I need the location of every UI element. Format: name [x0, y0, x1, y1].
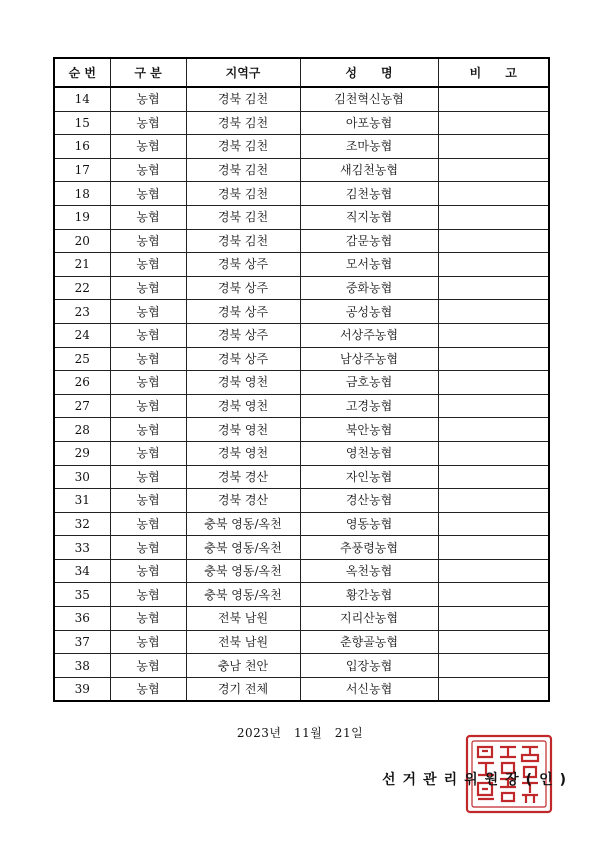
cell-region: 경북 김천 — [186, 87, 300, 111]
table-header-row — [54, 58, 549, 87]
table-row — [54, 253, 549, 277]
signer-title: 선거관리위원장(인) — [382, 772, 573, 788]
cell-number: 34 — [54, 559, 110, 583]
table-row — [54, 583, 549, 607]
cell-note — [438, 607, 549, 631]
header-type: 구 분 — [110, 58, 186, 87]
cell-region: 경북 김천 — [186, 229, 300, 253]
cell-type: 농협 — [110, 229, 186, 253]
cell-number: 28 — [54, 418, 110, 442]
cell-type: 농협 — [110, 654, 186, 678]
cell-region: 충남 천안 — [186, 654, 300, 678]
cell-note — [438, 323, 549, 347]
table-row — [54, 323, 549, 347]
cell-name: 조마농협 — [300, 135, 438, 159]
table-row — [54, 418, 549, 442]
cell-number: 32 — [54, 512, 110, 536]
cell-name: 새김천농협 — [300, 158, 438, 182]
cell-note — [438, 441, 549, 465]
cell-region: 경북 영천 — [186, 418, 300, 442]
cell-region: 경기 전체 — [186, 677, 300, 701]
table-row — [54, 182, 549, 206]
table-body — [54, 87, 549, 701]
table-row — [54, 536, 549, 560]
cell-note — [438, 489, 549, 513]
table-row — [54, 512, 549, 536]
cell-region: 경북 김천 — [186, 135, 300, 159]
cell-note — [438, 205, 549, 229]
cell-number: 36 — [54, 607, 110, 631]
cell-region: 전북 남원 — [186, 607, 300, 631]
cell-type: 농협 — [110, 87, 186, 111]
cell-name: 공성농협 — [300, 300, 438, 324]
cell-region: 충북 영동/옥천 — [186, 559, 300, 583]
table-row — [54, 654, 549, 678]
cell-note — [438, 229, 549, 253]
table-row — [54, 87, 549, 111]
cell-name: 남상주농협 — [300, 347, 438, 371]
roster-table — [53, 57, 550, 702]
cell-name: 옥천농협 — [300, 559, 438, 583]
cell-type: 농협 — [110, 347, 186, 371]
cell-number: 15 — [54, 111, 110, 135]
cell-note — [438, 465, 549, 489]
cell-name: 북안농협 — [300, 418, 438, 442]
cell-region: 경북 상주 — [186, 276, 300, 300]
cell-region: 경북 영천 — [186, 371, 300, 395]
cell-name: 서상주농협 — [300, 323, 438, 347]
cell-note — [438, 677, 549, 701]
cell-number: 25 — [54, 347, 110, 371]
table-row — [54, 394, 549, 418]
cell-name: 춘향골농협 — [300, 630, 438, 654]
cell-note — [438, 135, 549, 159]
cell-name: 김천혁신농협 — [300, 87, 438, 111]
cell-note — [438, 87, 549, 111]
table-row — [54, 300, 549, 324]
cell-number: 18 — [54, 182, 110, 206]
cell-type: 농협 — [110, 371, 186, 395]
cell-note — [438, 111, 549, 135]
cell-number: 21 — [54, 253, 110, 277]
document-date: 2023년 11월 21일 — [236, 726, 364, 740]
cell-name: 서신농협 — [300, 677, 438, 701]
cell-note — [438, 347, 549, 371]
cell-type: 농협 — [110, 630, 186, 654]
header-number: 순 번 — [54, 58, 110, 87]
cell-name: 고경농협 — [300, 394, 438, 418]
cell-note — [438, 654, 549, 678]
table-row — [54, 677, 549, 701]
table-row — [54, 371, 549, 395]
cell-note — [438, 583, 549, 607]
cell-name: 경산농협 — [300, 489, 438, 513]
cell-type: 농협 — [110, 512, 186, 536]
cell-region: 경북 상주 — [186, 347, 300, 371]
cell-region: 경북 김천 — [186, 111, 300, 135]
cell-number: 22 — [54, 276, 110, 300]
cell-number: 24 — [54, 323, 110, 347]
cell-type: 농협 — [110, 418, 186, 442]
cell-region: 경북 김천 — [186, 182, 300, 206]
cell-type: 농협 — [110, 559, 186, 583]
cell-number: 17 — [54, 158, 110, 182]
cell-region: 충북 영동/옥천 — [186, 536, 300, 560]
cell-type: 농협 — [110, 441, 186, 465]
table-row — [54, 441, 549, 465]
cell-note — [438, 300, 549, 324]
cell-note — [438, 158, 549, 182]
cell-type: 농협 — [110, 205, 186, 229]
table-row — [54, 347, 549, 371]
cell-number: 29 — [54, 441, 110, 465]
cell-name: 입장농협 — [300, 654, 438, 678]
cell-type: 농협 — [110, 253, 186, 277]
cell-type: 농협 — [110, 489, 186, 513]
table-row — [54, 158, 549, 182]
cell-name: 김천농협 — [300, 182, 438, 206]
cell-region: 충북 영동/옥천 — [186, 512, 300, 536]
cell-number: 37 — [54, 630, 110, 654]
cell-region: 경북 상주 — [186, 253, 300, 277]
cell-number: 16 — [54, 135, 110, 159]
table-row — [54, 276, 549, 300]
cell-region: 경북 김천 — [186, 205, 300, 229]
cell-region: 충북 영동/옥천 — [186, 583, 300, 607]
cell-number: 27 — [54, 394, 110, 418]
cell-name: 영동농협 — [300, 512, 438, 536]
cell-type: 농협 — [110, 536, 186, 560]
cell-region: 경북 상주 — [186, 300, 300, 324]
cell-note — [438, 512, 549, 536]
table-row — [54, 465, 549, 489]
cell-number: 30 — [54, 465, 110, 489]
cell-note — [438, 536, 549, 560]
table-row — [54, 111, 549, 135]
cell-type: 농협 — [110, 394, 186, 418]
cell-type: 농협 — [110, 607, 186, 631]
cell-type: 농협 — [110, 583, 186, 607]
cell-note — [438, 630, 549, 654]
cell-name: 자인농협 — [300, 465, 438, 489]
cell-number: 23 — [54, 300, 110, 324]
cell-region: 경북 영천 — [186, 394, 300, 418]
cell-number: 31 — [54, 489, 110, 513]
cell-name: 추풍령농협 — [300, 536, 438, 560]
cell-type: 농협 — [110, 158, 186, 182]
cell-note — [438, 559, 549, 583]
cell-name: 모서농협 — [300, 253, 438, 277]
cell-type: 농협 — [110, 323, 186, 347]
cell-name: 감문농협 — [300, 229, 438, 253]
table-row — [54, 205, 549, 229]
cell-type: 농협 — [110, 677, 186, 701]
cell-type: 농협 — [110, 465, 186, 489]
cell-number: 33 — [54, 536, 110, 560]
cell-type: 농협 — [110, 276, 186, 300]
header-name: 성 명 — [300, 58, 438, 87]
cell-type: 농협 — [110, 300, 186, 324]
cell-note — [438, 371, 549, 395]
cell-region: 경북 상주 — [186, 323, 300, 347]
cell-name: 금호농협 — [300, 371, 438, 395]
cell-number: 38 — [54, 654, 110, 678]
cell-number: 19 — [54, 205, 110, 229]
table-row — [54, 630, 549, 654]
header-note: 비 고 — [438, 58, 549, 87]
cell-number: 20 — [54, 229, 110, 253]
cell-note — [438, 394, 549, 418]
cell-name: 황간농협 — [300, 583, 438, 607]
cell-name: 아포농협 — [300, 111, 438, 135]
table-row — [54, 229, 549, 253]
cell-number: 35 — [54, 583, 110, 607]
cell-name: 직지농협 — [300, 205, 438, 229]
table-row — [54, 607, 549, 631]
cell-name: 지리산농협 — [300, 607, 438, 631]
cell-number: 39 — [54, 677, 110, 701]
cell-name: 중화농협 — [300, 276, 438, 300]
table-row — [54, 559, 549, 583]
cell-type: 농협 — [110, 182, 186, 206]
cell-region: 경북 경산 — [186, 465, 300, 489]
cell-note — [438, 253, 549, 277]
cell-region: 전북 남원 — [186, 630, 300, 654]
cell-note — [438, 418, 549, 442]
cell-region: 경북 김천 — [186, 158, 300, 182]
cell-region: 경북 경산 — [186, 489, 300, 513]
cell-name: 영천농협 — [300, 441, 438, 465]
cell-note — [438, 182, 549, 206]
table-row — [54, 135, 549, 159]
cell-type: 농협 — [110, 135, 186, 159]
cell-number: 14 — [54, 87, 110, 111]
cell-region: 경북 영천 — [186, 441, 300, 465]
table-row — [54, 489, 549, 513]
cell-type: 농협 — [110, 111, 186, 135]
cell-note — [438, 276, 549, 300]
header-region: 지역구 — [186, 58, 300, 87]
cell-number: 26 — [54, 371, 110, 395]
